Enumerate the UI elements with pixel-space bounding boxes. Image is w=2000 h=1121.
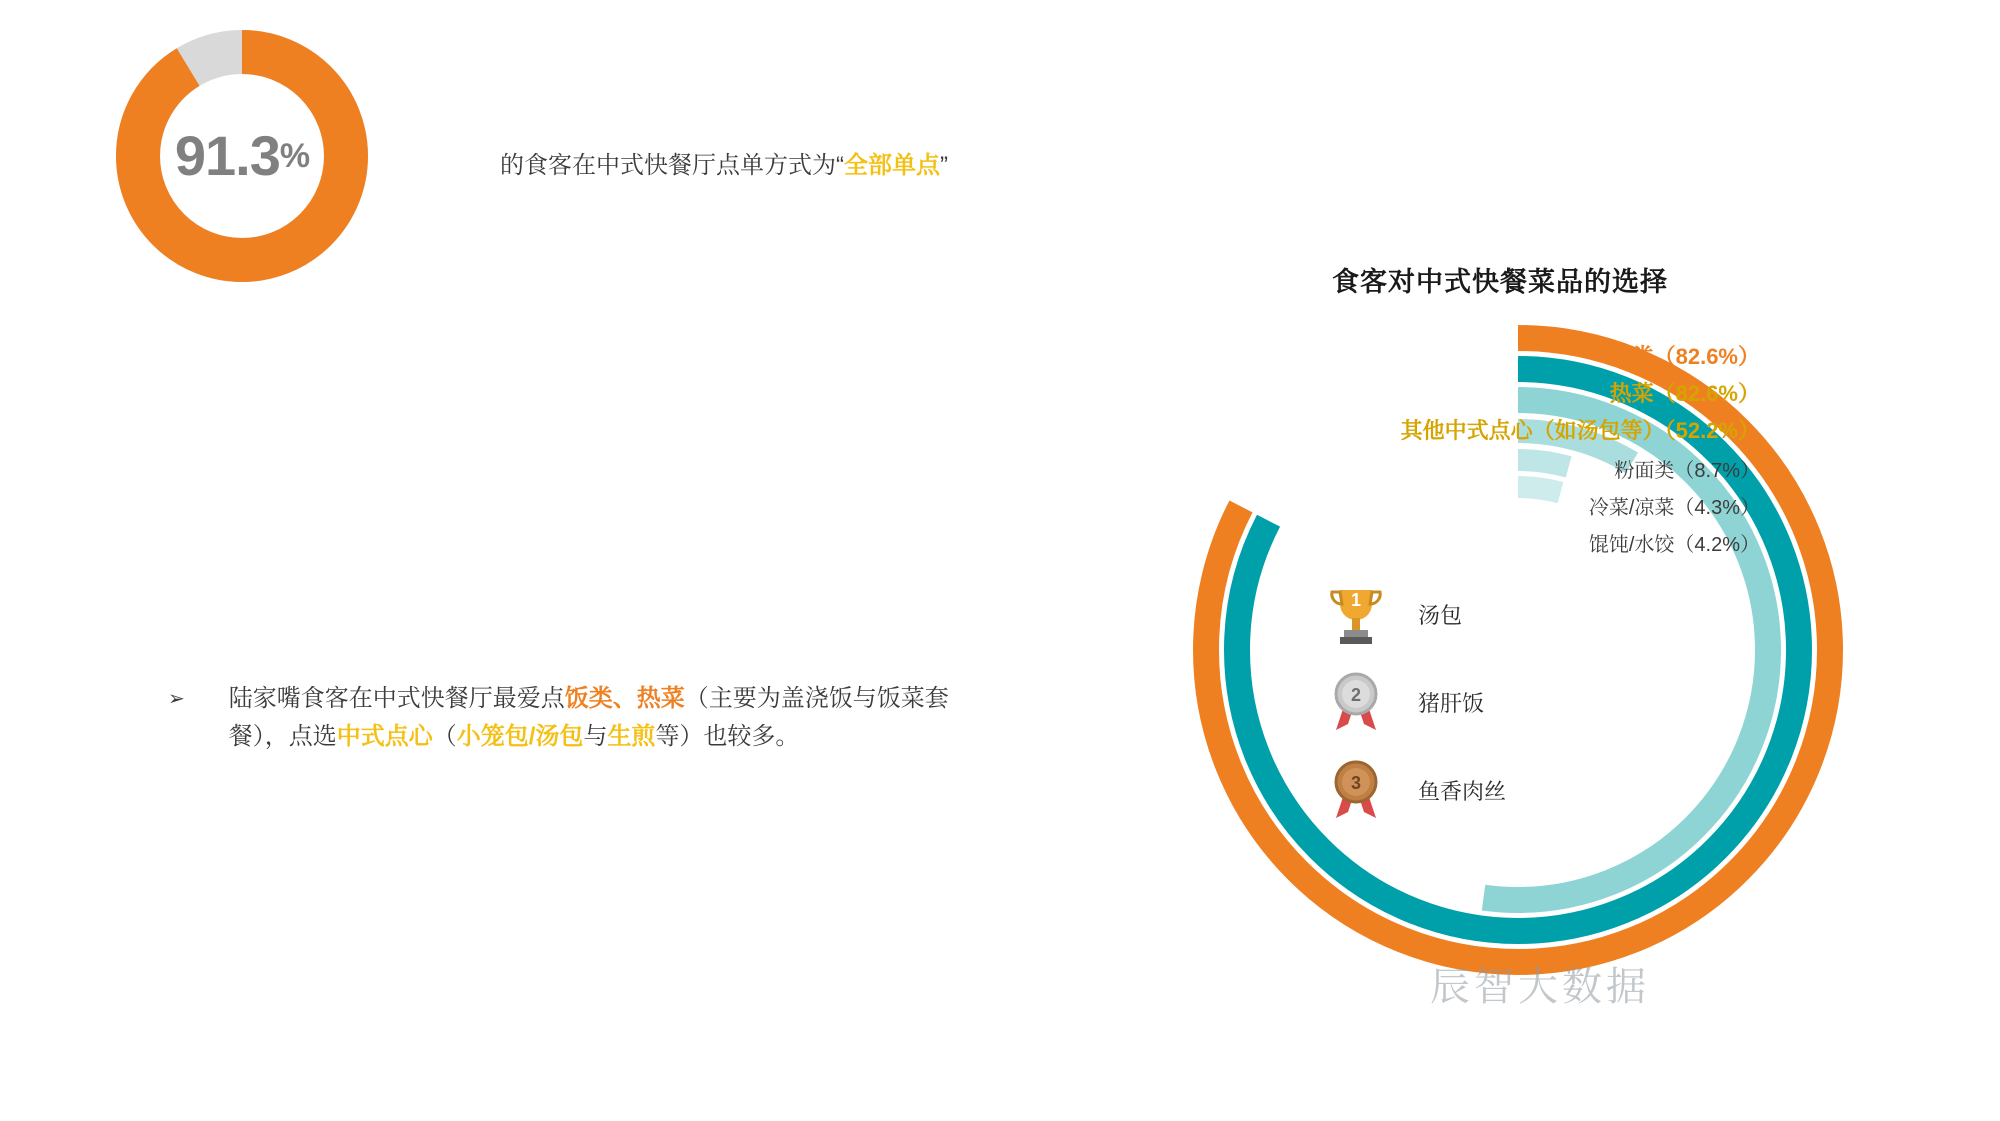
- ring-label-fenmian: 粉面类（8.7%）: [1614, 460, 1760, 482]
- bullet-seg-5: （: [432, 722, 457, 750]
- kpi-donut-chart: [108, 22, 376, 290]
- ranking-list: [1320, 570, 1650, 834]
- list-item: [1320, 570, 1650, 658]
- bullet-block: [168, 680, 978, 756]
- ring-label-dianxin: 其他中式点心（如汤包等）（52.2%）: [1400, 418, 1760, 443]
- silver-medal-icon: [1320, 666, 1392, 738]
- bullet-seg-9: 等）也较多。: [655, 722, 800, 750]
- list-item: [1320, 746, 1650, 834]
- bullet-text: [229, 680, 978, 756]
- bullet-seg-6-highlight: 小笼包/汤包: [456, 722, 584, 750]
- ring-label-lengcai: 冷菜/凉菜（4.3%）: [1588, 497, 1760, 519]
- rank-2-name: 猪肝饭: [1418, 690, 1485, 716]
- svg-text:3: 3: [1350, 773, 1362, 793]
- bronze-medal-icon: [1320, 754, 1392, 826]
- radial-bar-chart: [1140, 230, 1860, 1020]
- headline-emphasis: 全部单点: [844, 152, 940, 179]
- kpi-value: 91.3: [174, 124, 280, 187]
- kpi-percent-sign: %: [279, 137, 310, 175]
- bullet-seg-2-highlight: 饭类、热菜: [564, 685, 685, 712]
- svg-text:2: 2: [1350, 685, 1362, 705]
- rank-3-name: 鱼香肉丝: [1418, 778, 1507, 804]
- bullet-seg-4-highlight: 中式点心: [336, 722, 433, 750]
- headline-quote-open: “: [836, 152, 844, 179]
- bullet-seg-3: （主要为盖浇饭与饭菜套餐），点选: [228, 685, 949, 750]
- bullet-seg-8-highlight: 生煎: [607, 722, 656, 750]
- bullet-seg-7: 与: [583, 722, 608, 750]
- bullet-seg-1: 陆家嘴食客在中式快餐厅最爱点: [228, 685, 565, 712]
- gold-trophy-icon: [1320, 578, 1392, 650]
- headline-sentence: [500, 145, 948, 180]
- svg-text:1: 1: [1350, 590, 1362, 610]
- headline-prefix: 的食客在中式快餐厅点单方式为: [500, 152, 836, 179]
- watermark: 辰智大数据: [1430, 964, 1650, 1009]
- ring-label-recai: 热菜（82.6%）: [1609, 381, 1760, 406]
- rank-1-name: 汤包: [1418, 602, 1463, 628]
- list-item: [1320, 658, 1650, 746]
- ring-label-fanlei: 饭类（82.6%）: [1609, 344, 1760, 369]
- ring-label-huntun: 馄饨/水饺（4.2%）: [1588, 534, 1760, 556]
- bullet-arrow-icon: ➢: [168, 688, 185, 710]
- headline-quote-close: ”: [940, 152, 948, 179]
- kpi-value-group: [108, 22, 376, 290]
- chart-title: 食客对中式快餐菜品的选择: [1332, 267, 1668, 297]
